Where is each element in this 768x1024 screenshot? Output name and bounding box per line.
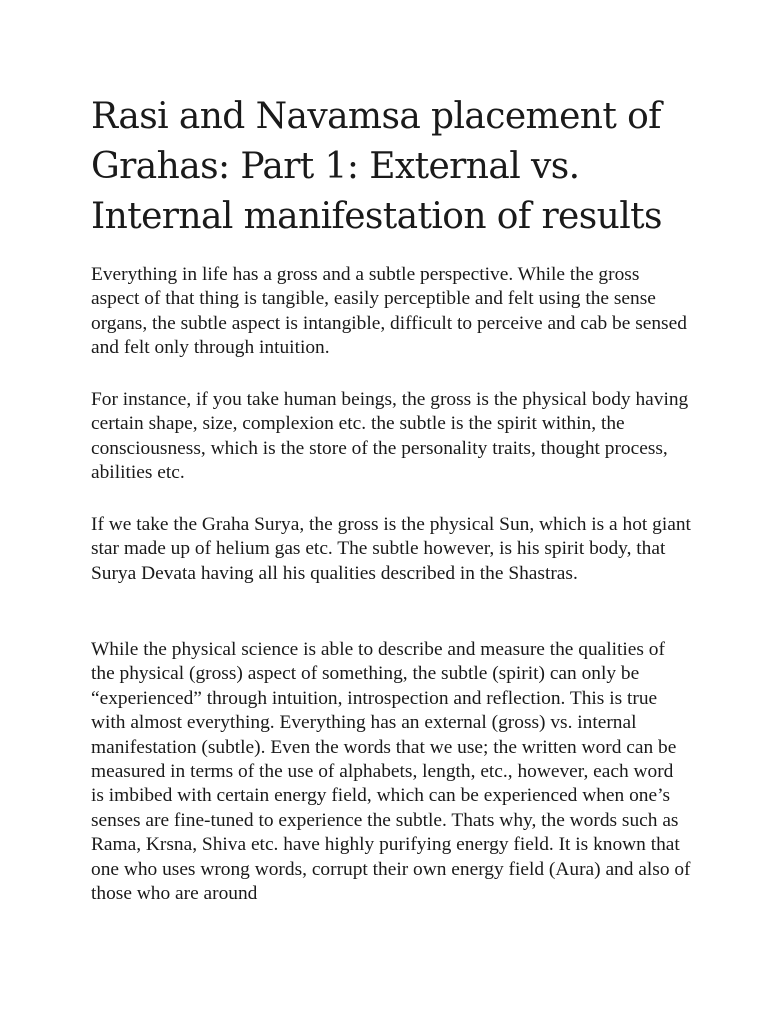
- document-page: [91, 92, 691, 905]
- paragraph-graha-surya: If we take the Graha Surya, the gross is the physical Sun, which is a hot giant star made up of helium gas etc. The subtle however, is his spirit body, that Surya Devata having all his qualities described in the Shastras.: [91, 514, 691, 584]
- paragraph-physical-science: While the physical science is able to describe and measure the qualities of the physical (gross) aspect of something, the subtle (spirit) can only be “experienced” through intuition, introspection and reflection. This is true with almost everything. Everything has an external (gross) vs. internal manifestation (subtle). Even the words that we use; the written word can be measured in terms of the use of alphabets, length, etc., however, each word is imbibed with certain energy field, which can be experienced when one’s senses are fine-tuned to experience the subtle. Thats why, the words such as Rama, Krsna, Shiva etc. have highly purifying energy field. It is known that one who uses wrong words, corrupt their own energy field (Aura) and also of those who are around: [91, 639, 691, 905]
- paragraph-gross-subtle: Everything in life has a gross and a subtle perspective. While the gross aspect of that thing is tangible, easily perceptible and felt using the sense organs, the subtle aspect is intangible, difficult to perceive and cab be sensed and felt only through intuition.: [91, 264, 687, 359]
- document-title: Rasi and Navamsa placement of Grahas: Part 1: External vs. Internal manifestation of results: [91, 96, 662, 237]
- paragraph-human-beings: For instance, if you take human beings, the gross is the physical body having certain shape, size, complexion etc. the subtle is the spirit within, the consciousness, which is the store of the personality traits, thought process, abilities etc.: [91, 389, 689, 484]
